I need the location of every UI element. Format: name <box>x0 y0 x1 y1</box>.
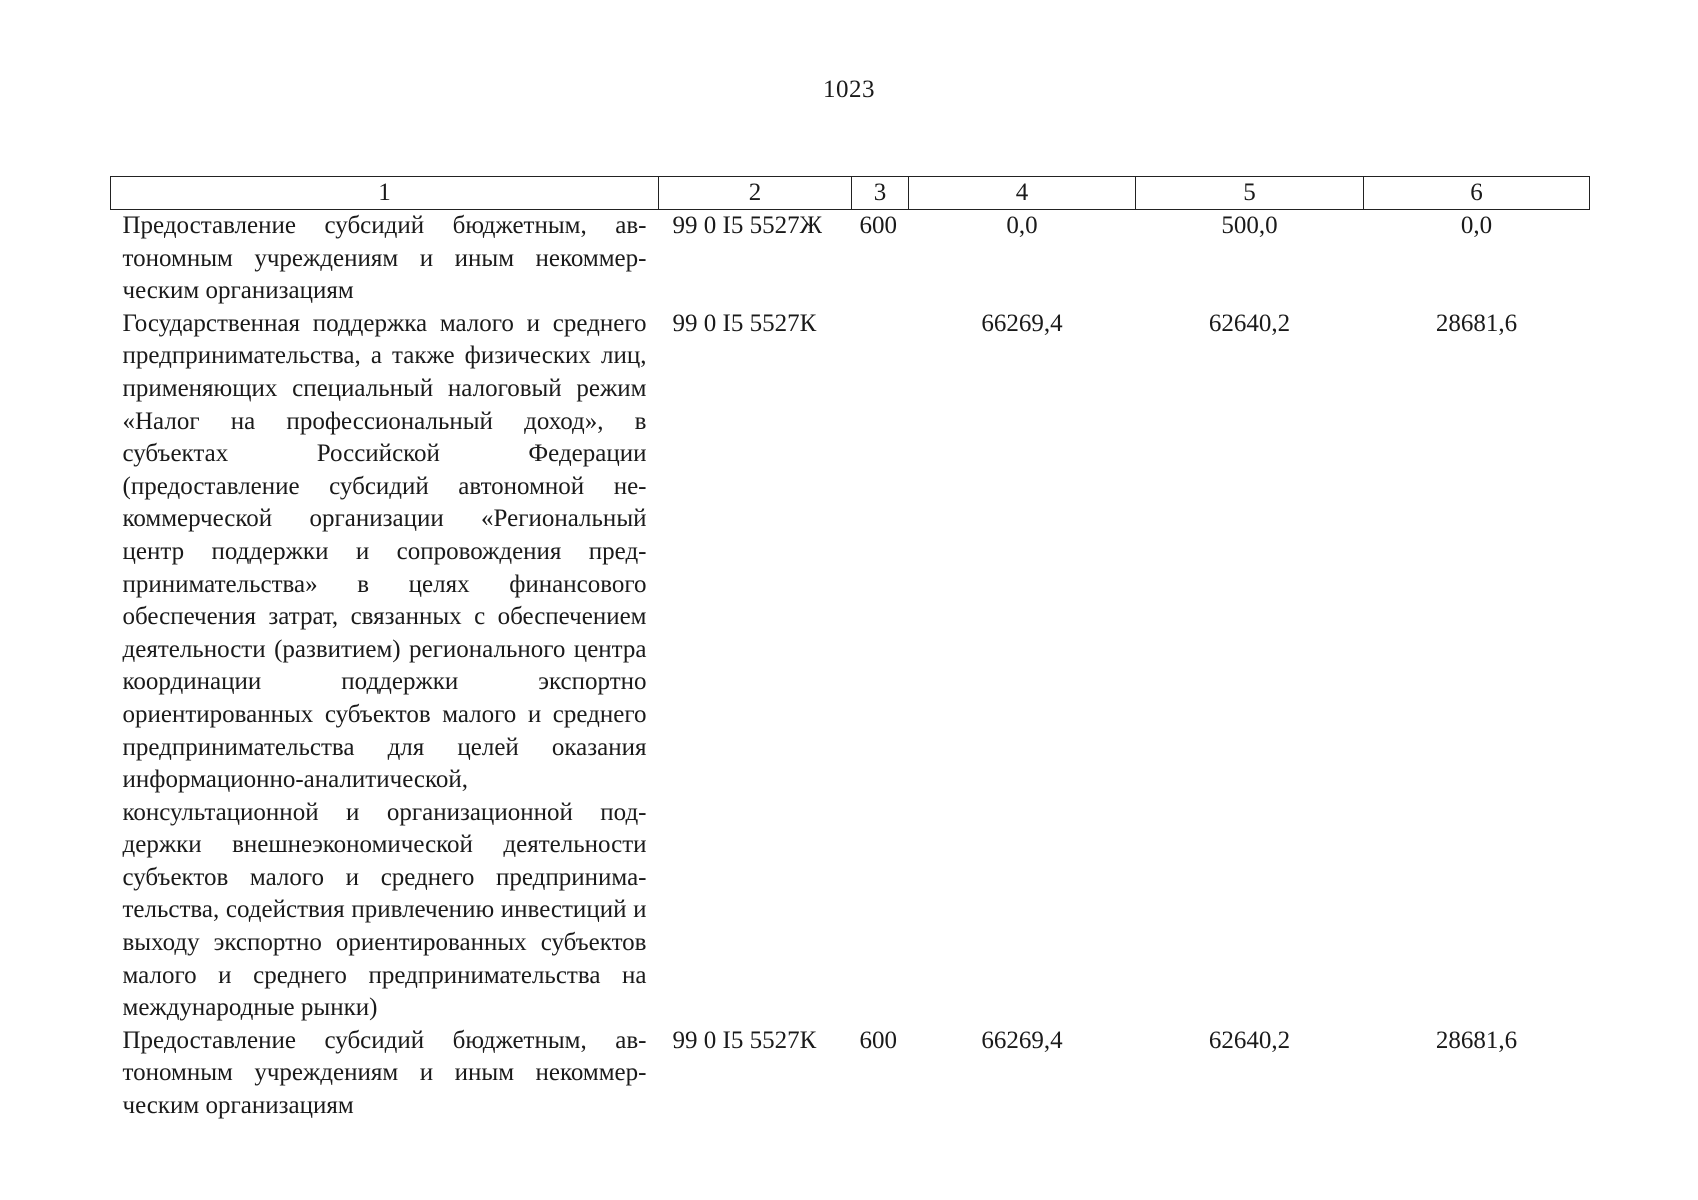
row-code: 99 0 I5 5527К <box>672 1026 817 1054</box>
row-name: Государственная поддержка малого и среднего предпринимательства, а также физических лиц, применяющих специальный налоговый режим «Налог на профессиональный доход», в субъектах Российской Федерации (предоставление субсидий автономной некоммерческой организации «Региональный центр поддержки и сопровождения предпринимательства» в целях финансового обеспечения затрат, связанных с обеспечением деятельности (развитием) регионального центра координации поддержки экспортно ориентированных субъектов малого и среднего предпринимательства для целей оказания информационно-аналитической, консультационной и организационной поддержки внешнеэкономической деятельности субъектов малого и среднего предпринимательства, содействия привлечению инвестиций и выходу экспортно ориентированных субъектов малого и среднего предпринимательства на международные рынки) <box>122 309 647 1022</box>
row-expense-type: 600 <box>859 1026 897 1054</box>
header-cell-2: 2 <box>659 177 852 210</box>
row-value-5: 500,0 <box>1221 212 1278 239</box>
header-cell-5: 5 <box>1136 177 1364 210</box>
table-row <box>111 210 1590 308</box>
row-value-6: 0,0 <box>1460 212 1493 239</box>
row-name: Предоставление субсидий бюджетным, автономным учреждениям и иным некоммерческим организациям <box>122 212 647 305</box>
row-value-6: 28681,6 <box>1435 1026 1518 1054</box>
row-value-5: 62640,2 <box>1208 1026 1291 1054</box>
row-value-4: 0,0 <box>1006 212 1038 239</box>
table-row <box>111 1025 1590 1123</box>
header-cell-4: 4 <box>909 177 1136 210</box>
header-cell-6: 6 <box>1364 177 1590 210</box>
row-expense-type <box>852 308 909 1025</box>
row-code: 99 0 I5 5527Ж <box>672 212 822 239</box>
row-expense-type: 600 <box>859 212 897 239</box>
budget-table <box>110 176 1590 1123</box>
row-value-6: 28681,6 <box>1435 309 1518 337</box>
header-cell-3: 3 <box>852 177 909 210</box>
row-code: 99 0 I5 5527К <box>672 309 817 337</box>
row-name: Предоставление субсидий бюджетным, автономным учреждениям и иным некоммерческим организациям <box>122 1026 647 1120</box>
header-cell-1: 1 <box>111 177 659 210</box>
row-value-4: 66269,4 <box>981 309 1063 337</box>
row-value-4: 66269,4 <box>981 1026 1063 1054</box>
table-row <box>111 308 1590 1025</box>
table-header-row <box>111 177 1590 210</box>
page-number: 1023 <box>823 76 875 103</box>
row-value-5: 62640,2 <box>1208 309 1291 337</box>
